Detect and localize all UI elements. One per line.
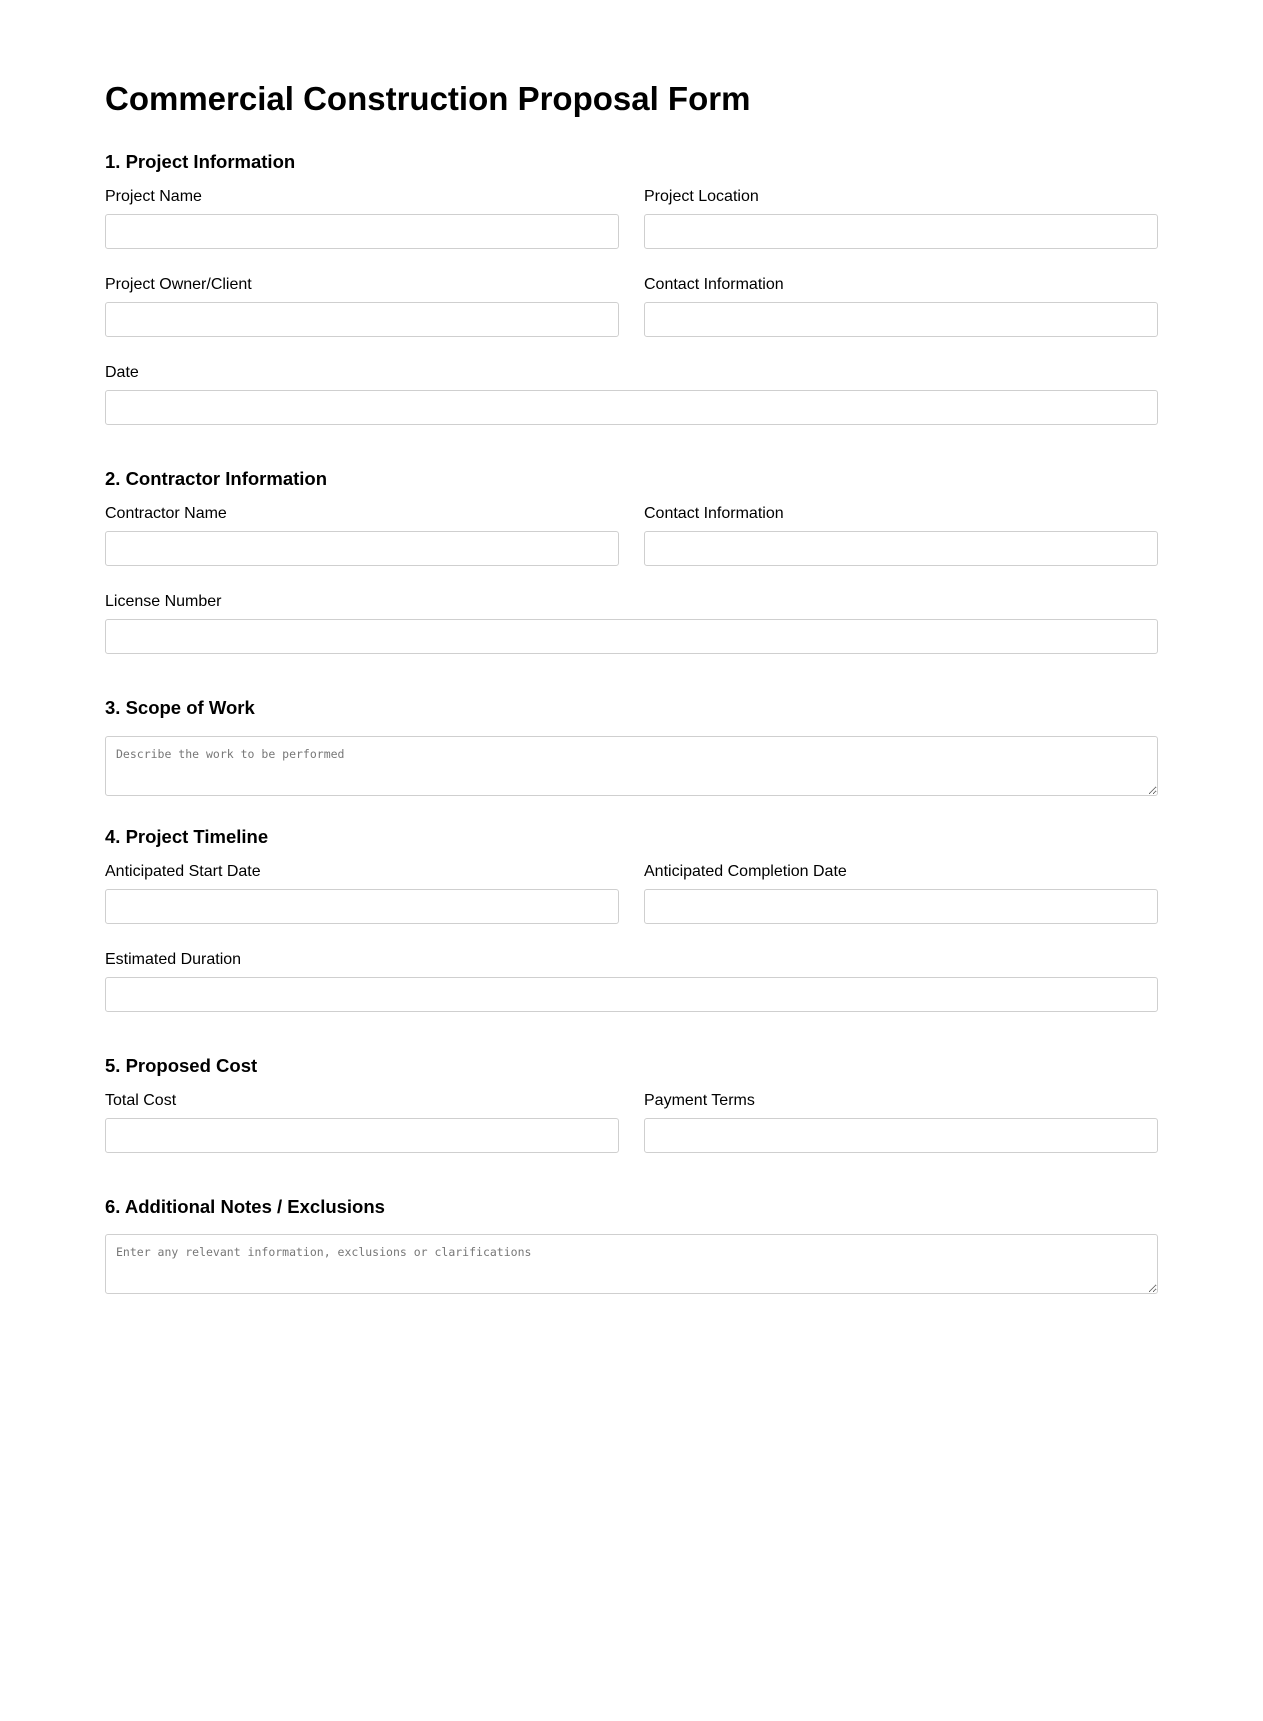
start-date-input[interactable] — [105, 889, 619, 924]
estimated-duration-input[interactable] — [105, 977, 1158, 1012]
section-heading-additional-notes: 6. Additional Notes / Exclusions — [105, 1196, 385, 1217]
date-input[interactable] — [105, 390, 1158, 425]
section-heading-scope-of-work: 3. Scope of Work — [105, 697, 255, 718]
project-location-label: Project Location — [644, 188, 759, 205]
additional-notes-textarea[interactable] — [105, 1234, 1158, 1294]
project-location-input[interactable] — [644, 214, 1158, 249]
contractor-name-input[interactable] — [105, 531, 619, 566]
project-name-input[interactable] — [105, 214, 619, 249]
license-number-label: License Number — [105, 593, 222, 610]
project-contact-information-input[interactable] — [644, 302, 1158, 337]
completion-date-label: Anticipated Completion Date — [644, 863, 847, 880]
payment-terms-label: Payment Terms — [644, 1092, 755, 1109]
section-heading-project-information: 1. Project Information — [105, 151, 296, 172]
project-name-label: Project Name — [105, 188, 202, 205]
total-cost-input[interactable] — [105, 1118, 619, 1153]
project-contact-information-label: Contact Information — [644, 276, 784, 293]
section-heading-proposed-cost: 5. Proposed Cost — [105, 1055, 258, 1076]
contractor-contact-information-label: Contact Information — [644, 505, 784, 522]
project-owner-label: Project Owner/Client — [105, 276, 252, 293]
estimated-duration-label: Estimated Duration — [105, 951, 242, 968]
total-cost-label: Total Cost — [105, 1092, 177, 1109]
contractor-name-label: Contractor Name — [105, 505, 227, 522]
start-date-label: Anticipated Start Date — [105, 863, 261, 880]
payment-terms-input[interactable] — [644, 1118, 1158, 1153]
section-heading-project-timeline: 4. Project Timeline — [105, 826, 269, 847]
scope-of-work-textarea[interactable] — [105, 736, 1158, 796]
completion-date-input[interactable] — [644, 889, 1158, 924]
contractor-contact-information-input[interactable] — [644, 531, 1158, 566]
section-heading-contractor-information: 2. Contractor Information — [105, 468, 328, 489]
page-title: Commercial Construction Proposal Form — [105, 80, 751, 117]
project-owner-input[interactable] — [105, 302, 619, 337]
date-label: Date — [105, 364, 139, 381]
license-number-input[interactable] — [105, 619, 1158, 654]
